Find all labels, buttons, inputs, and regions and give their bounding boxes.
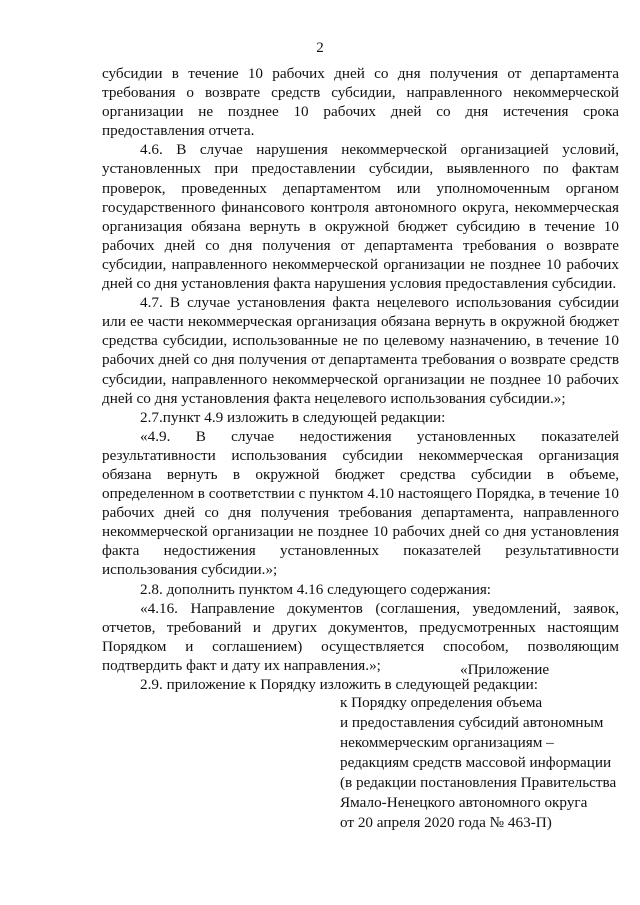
appendix-heading: «Приложение bbox=[460, 661, 550, 678]
appendix-note-line: к Порядку определения объема bbox=[340, 694, 543, 711]
appendix-note-line: (в редакции постановления Правительства bbox=[340, 774, 617, 791]
paragraph-4-9: «4.9. В случае недостижения установленных показателей результативности использования субсидии некоммерческая организация обязана вернуть в окружной бюджет средства субсидии в объеме, определенном в соответствии с пунктом 4.10 настоящего Порядка, в течение 10 рабочих дней со дня получения требования департамента, направленного некоммерческой организации не позднее 10 рабочих дней со дня установления факта недостижения установленных показателей результативности использования субсидии.»; bbox=[102, 427, 619, 579]
paragraph-4-5-continuation: субсидии в течение 10 рабочих дней со дня получения от департамента требования о возврате средств субсидии, направленного некоммерческой организации не позднее 10 рабочих дней со дня истечения срока предоставления отчета. bbox=[102, 65, 619, 140]
paragraph-4-16: «4.16. Направление документов (соглашения, уведомлений, заявок, отчетов, требований и других документов, предусмотренных настоящим Порядком и соглашением) осуществляется способом, позволяющим подтвердить факт и дату их направления.»; bbox=[102, 599, 619, 674]
paragraph-4-7: 4.7. В случае установления факта нецелевого использования субсидии или ее части некоммерческая организация обязана вернуть в окружной бюджет средства субсидии, использованные не по целевому назначению, в течение 10 рабочих дней со дня получения от департамента требования о возврате средств субсидии, направленного некоммерческой организации не позднее 10 рабочих дней со дня установления факта нецелевого использования субсидии.»; bbox=[102, 294, 619, 407]
appendix-note-line: и предоставления субсидий автономным bbox=[340, 714, 604, 731]
appendix-note bbox=[340, 693, 630, 833]
appendix-note-line: некоммерческим организациям – bbox=[340, 734, 554, 751]
appendix-note-line: от 20 апреля 2020 года № 463-П) bbox=[340, 814, 552, 831]
appendix-note-line: Ямало-Ненецкого автономного округа bbox=[340, 794, 588, 811]
paragraph-2-9: 2.9. приложение к Порядку изложить в следующей редакции: bbox=[140, 676, 538, 693]
paragraph-4-6: 4.6. В случае нарушения некоммерческой организацией условий, установленных при предоставлении субсидии, выявленного по фактам проверок, проведенных департаментом или уполномоченным органом государственного финансового контроля автономного округа, некоммерческая организация обязана вернуть в окружной бюджет субсидию в течение 10 рабочих дней со дня получения от департамента требования о возврате субсидии, направленного некоммерческой организации не позднее 10 рабочих дней со дня установления факта нарушения условия предоставления субсидии. bbox=[102, 141, 619, 293]
page-number: 2 bbox=[316, 40, 324, 56]
paragraph-2-7: 2.7.пункт 4.9 изложить в следующей редакции: bbox=[140, 408, 446, 426]
paragraph-2-8: 2.8. дополнить пунктом 4.16 следующего содержания: bbox=[140, 580, 492, 598]
document-body bbox=[102, 64, 619, 694]
appendix-note-line: редакциям средств массовой информации bbox=[340, 754, 612, 771]
